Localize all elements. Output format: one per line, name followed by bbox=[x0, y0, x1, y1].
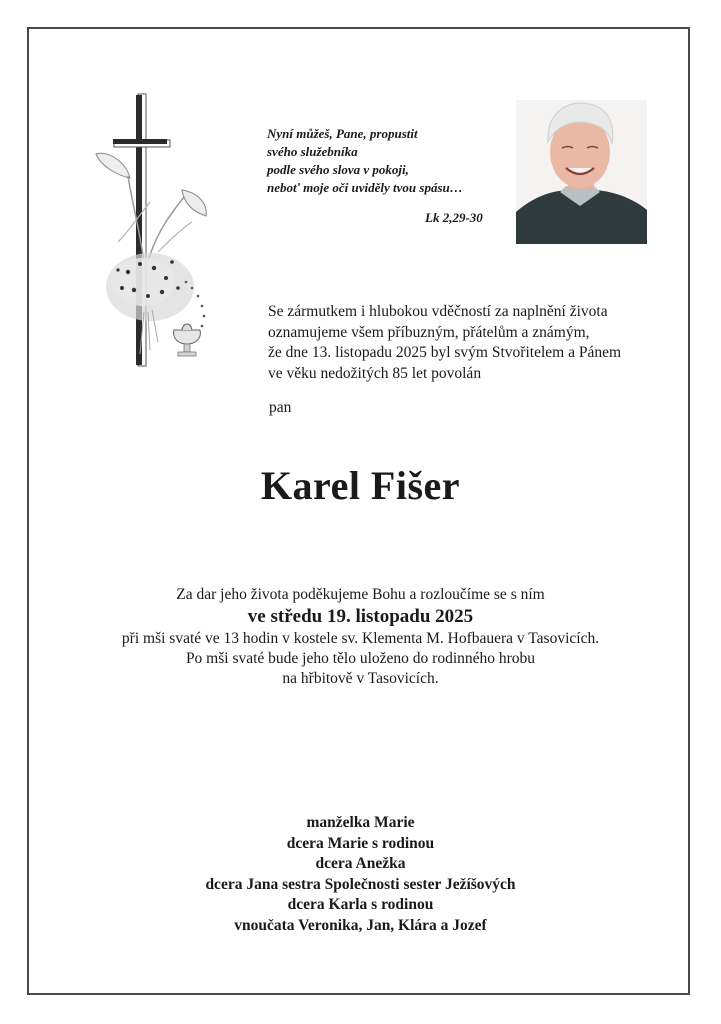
funeral-burial: Po mši svaté bude jeho tělo uloženo do rodinného hrobu bbox=[185, 650, 536, 667]
mourner: manželka Marie bbox=[306, 814, 415, 831]
verse-reference: Lk 2,29-30 bbox=[425, 210, 483, 225]
mourner: dcera Karla s rodinou bbox=[287, 896, 434, 914]
announcement-line: že dne 13. listopadu 2025 byl svým Stvořitelem a Pánem bbox=[268, 344, 622, 361]
announcement-line: ve věku nedožitých 85 let povolán bbox=[268, 364, 482, 382]
verse-line: neboť moje oči uviděly tvou spásu… bbox=[267, 180, 463, 195]
mourner: dcera Anežka bbox=[315, 855, 406, 873]
announcement-line: Se zármutkem i hlubokou vděčností za naplnění života bbox=[268, 303, 608, 320]
mourner: dcera Jana sestra Společnosti sester Ježíšových bbox=[205, 875, 516, 893]
verse-line: svého služebníka bbox=[267, 144, 358, 159]
mourner: vnoučata Veronika, Jan, Klára a Jozef bbox=[234, 916, 487, 934]
funeral-date: ve středu 19. listopadu 2025 bbox=[247, 606, 474, 627]
deceased-name: Karel Fišer bbox=[260, 463, 461, 508]
funeral-details bbox=[0, 585, 721, 689]
verse-line: podle svého slova v pokoji, bbox=[267, 162, 409, 177]
mourner: dcera Marie s rodinou bbox=[286, 834, 435, 852]
cross-with-lilies-and-urn-icon bbox=[88, 92, 228, 372]
verse-line: Nyní můžeš, Pane, propustit bbox=[267, 126, 418, 141]
funeral-mass: při mši svaté ve 13 hodin v kostele sv. Klementa M. Hofbauera v Tasovicích. bbox=[121, 630, 600, 647]
portrait-photo bbox=[516, 100, 647, 244]
funeral-intro: Za dar jeho života poděkujeme Bohu a rozloučíme se s ním bbox=[176, 586, 545, 603]
honorific: pan bbox=[269, 399, 292, 416]
bible-verse bbox=[267, 125, 463, 197]
announcement-line: oznamujeme všem příbuzným, přátelům a známým, bbox=[268, 323, 590, 341]
mourners-list bbox=[0, 813, 721, 937]
funeral-burial-place: na hřbitově v Tasovicích. bbox=[282, 670, 439, 687]
announcement-text bbox=[268, 302, 621, 384]
